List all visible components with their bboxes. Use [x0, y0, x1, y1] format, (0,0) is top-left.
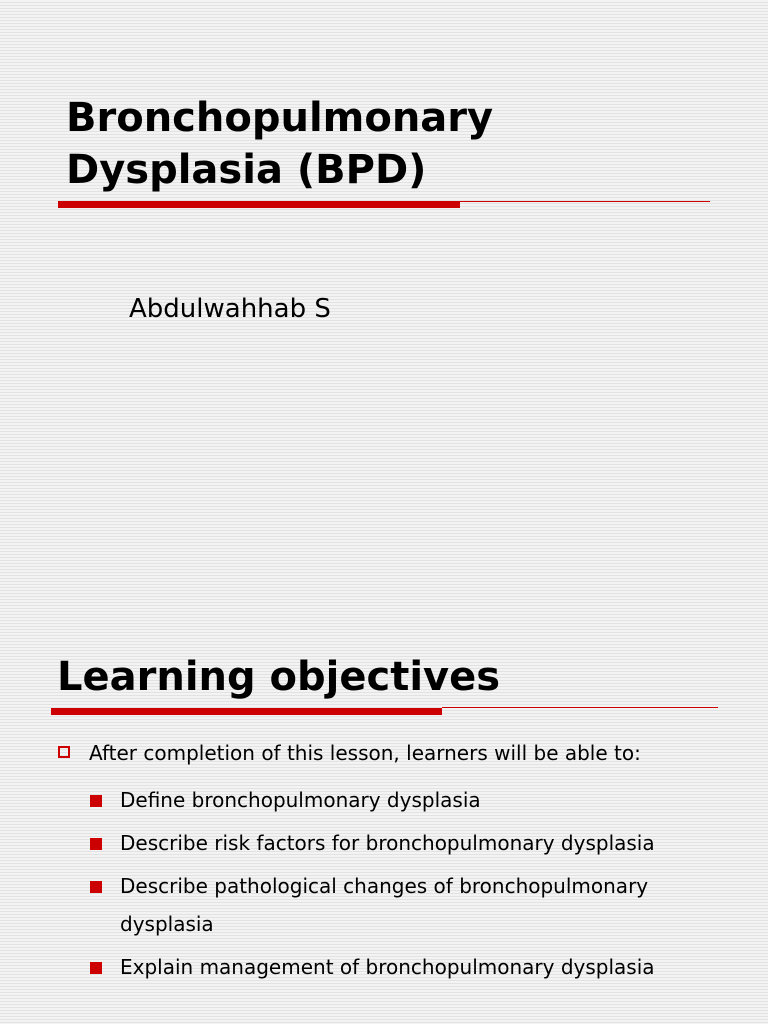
learning-objectives-slide [0, 512, 768, 1024]
intro-text: After completion of this lesson, learners will be able to: [89, 741, 641, 765]
slide-title: Learning objectives [57, 654, 501, 700]
filled-square-bullet-icon [90, 838, 102, 850]
title-underline-thin [460, 201, 710, 202]
filled-square-bullet-icon [90, 795, 102, 807]
objective-text: Describe risk factors for bronchopulmonary dysplasia [120, 831, 655, 855]
title-underline-thick [51, 708, 442, 715]
author-name: Abdulwahhab S [129, 294, 331, 324]
objective-item [90, 781, 730, 819]
title-underline-thick [58, 201, 460, 208]
objective-item [90, 948, 730, 986]
filled-square-bullet-icon [90, 881, 102, 893]
slide-title: Bronchopulmonary Dysplasia (BPD) [66, 95, 494, 193]
title-underline-thin [442, 707, 718, 708]
objective-text: Describe pathological changes of bronchopulmonary dysplasia [120, 874, 649, 936]
objective-item [90, 867, 730, 943]
hollow-square-bullet-icon [58, 746, 70, 758]
objectives-list [90, 781, 730, 991]
objective-text: Explain management of bronchopulmonary dysplasia [120, 955, 655, 979]
filled-square-bullet-icon [90, 962, 102, 974]
objective-item [90, 824, 730, 862]
objective-text: Define bronchopulmonary dysplasia [120, 788, 481, 812]
